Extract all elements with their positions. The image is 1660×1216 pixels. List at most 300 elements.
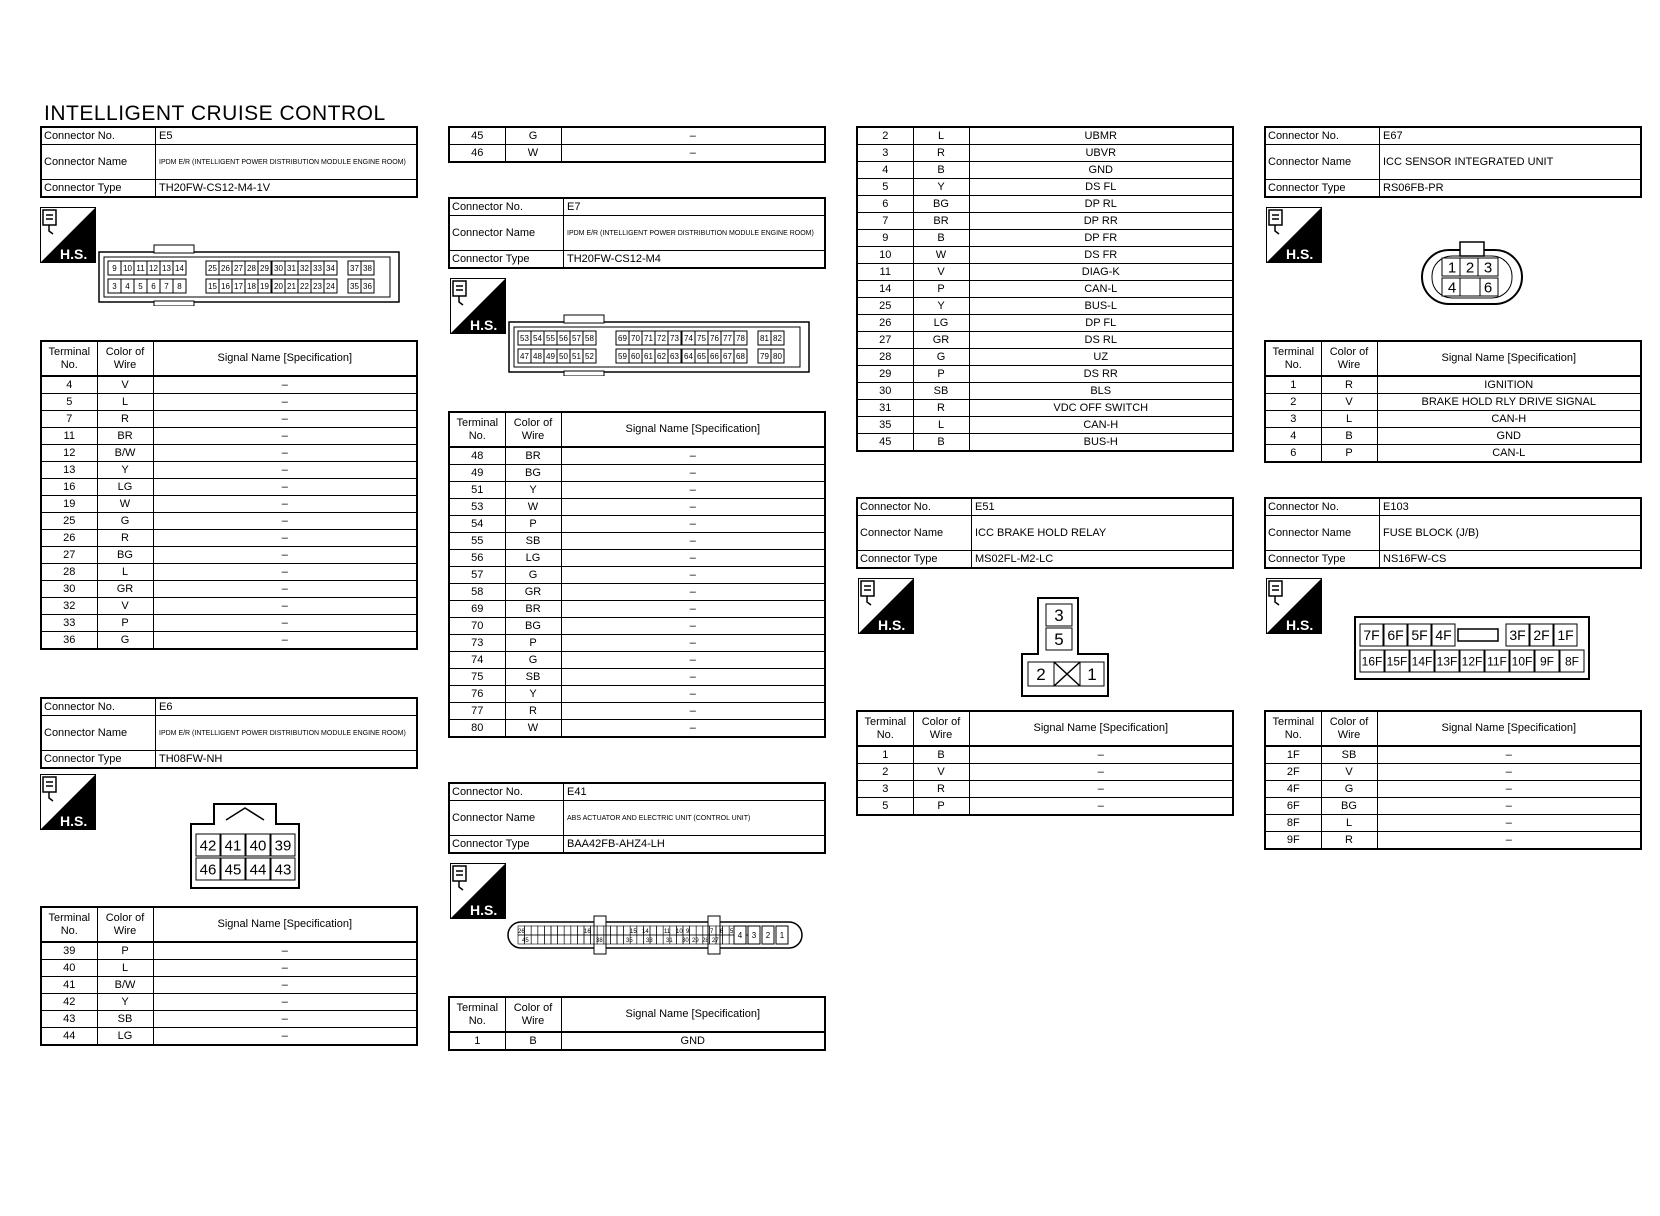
signal-cell: GND — [1377, 428, 1641, 445]
signal-cell: – — [969, 764, 1233, 781]
terminal-cell: 26 — [857, 315, 913, 332]
pin-label: 35 — [626, 938, 633, 944]
terminal-no-header: Terminal No. — [449, 997, 505, 1032]
wire-color-cell: GR — [505, 584, 561, 601]
pin-label: 14F — [1411, 654, 1433, 669]
connector-name-value: IPDM E/R (INTELLIGENT POWER DISTRIBUTION MODULE ENGINE ROOM) — [567, 229, 814, 237]
connector-info-e41 — [448, 782, 826, 854]
terminal-cell: 9 — [857, 230, 913, 247]
terminal-cell: 58 — [449, 584, 505, 601]
pin-label: 16 — [584, 929, 591, 935]
pin-label: 44 — [249, 861, 267, 879]
signal-cell: – — [153, 547, 417, 564]
wire-color-cell: SB — [97, 1011, 153, 1028]
signal-cell: CAN-H — [969, 417, 1233, 434]
terminal-cell: 4 — [1265, 428, 1321, 445]
signal-cell: – — [969, 781, 1233, 798]
connector-diagram-e5 — [98, 244, 400, 306]
wire-color-cell: R — [913, 145, 969, 162]
label-connector-no: Connector No. — [450, 199, 564, 215]
signal-cell: – — [1377, 746, 1641, 764]
pin-label: 78 — [736, 333, 745, 343]
pin-label: 16F — [1361, 654, 1383, 669]
wire-color-cell: P — [97, 942, 153, 960]
wire-color-cell: G — [1321, 781, 1377, 798]
wire-color-cell: V — [1321, 394, 1377, 411]
table-row — [41, 428, 417, 445]
terminal-cell: 7 — [41, 411, 97, 428]
pin-label: 10 — [676, 929, 683, 935]
signal-cell: CAN-L — [1377, 445, 1641, 463]
wire-color-cell: BR — [505, 601, 561, 618]
pin-label: 26 — [221, 263, 230, 273]
pin-label: 23 — [313, 281, 322, 291]
pin-label: 2 — [1036, 665, 1046, 685]
harness-side-icon — [40, 207, 96, 263]
table-row — [449, 686, 825, 703]
pin-label: 3 — [1483, 259, 1493, 277]
signal-cell: DP RL — [969, 196, 1233, 213]
terminal-cell: 10 — [857, 247, 913, 264]
wire-color-cell: SB — [505, 669, 561, 686]
connector-info-e6 — [40, 697, 418, 769]
label-connector-no: Connector No. — [1266, 128, 1380, 144]
connector-latch — [1460, 242, 1484, 256]
terminal-cell: 9F — [1265, 832, 1321, 850]
connector-diagram-e41 — [506, 914, 806, 956]
signal-cell: – — [969, 746, 1233, 764]
pin-label: 75 — [697, 333, 706, 343]
signal-cell: CAN-H — [1377, 411, 1641, 428]
signal-cell: – — [153, 479, 417, 496]
terminal-cell: 2F — [1265, 764, 1321, 781]
wire-color-cell: V — [1321, 764, 1377, 781]
table-row — [449, 499, 825, 516]
pin-label: 12 — [149, 263, 158, 273]
wire-color-cell: G — [505, 567, 561, 584]
table-row — [857, 298, 1233, 315]
wire-color-cell: Y — [97, 994, 153, 1011]
signal-cell: – — [153, 428, 417, 445]
pin-label: 10F — [1511, 654, 1533, 669]
terminal-table-e7 — [448, 411, 826, 738]
pin-label: 66 — [710, 351, 719, 361]
wire-color-cell: B — [913, 162, 969, 179]
pin-label: 1 — [779, 931, 785, 940]
pin-label: 47 — [520, 351, 529, 361]
wire-color-cell: Y — [913, 298, 969, 315]
table-row — [857, 264, 1233, 281]
harness-side-icon — [1266, 207, 1322, 263]
terminal-cell: 33 — [41, 615, 97, 632]
signal-cell: – — [153, 445, 417, 462]
connector-diagram-e67 — [1420, 240, 1526, 314]
pin-label: 65 — [697, 351, 706, 361]
terminal-table-e6 — [40, 906, 418, 1046]
harness-side-icon — [40, 774, 96, 830]
signal-cell: GND — [561, 1032, 825, 1050]
table-row — [41, 479, 417, 496]
pin-label: 40 — [249, 837, 267, 855]
wire-color-cell: R — [505, 703, 561, 720]
signal-header: Signal Name [Specification] — [153, 907, 417, 942]
signal-cell: BUS-H — [969, 434, 1233, 452]
terminal-cell: 2 — [857, 764, 913, 781]
table-row — [449, 516, 825, 533]
terminal-cell: 5 — [857, 179, 913, 196]
connector-name-value: FUSE BLOCK (J/B) — [1383, 527, 1479, 539]
terminal-cell: 1 — [857, 746, 913, 764]
signal-cell: – — [561, 669, 825, 686]
pin-label: 33 — [313, 263, 322, 273]
pin-label: 9F — [1539, 654, 1555, 669]
wire-color-cell: L — [1321, 411, 1377, 428]
wire-color-cell: P — [97, 615, 153, 632]
label-connector-type: Connector Type — [450, 836, 564, 852]
table-row — [449, 145, 825, 163]
wire-color-cell: P — [505, 635, 561, 652]
hs-label: H.S. — [1286, 617, 1314, 633]
connector-diagram-e51 — [1018, 596, 1112, 698]
connector-body — [99, 252, 399, 302]
connector-diagram-e103 — [1354, 616, 1590, 680]
harness-side-icon — [450, 863, 506, 919]
label-connector-name: Connector Name — [450, 801, 564, 835]
pin-label: 16 — [221, 281, 230, 291]
terminal-cell: 3 — [857, 145, 913, 162]
table-row — [449, 618, 825, 635]
pin-label: 49 — [546, 351, 555, 361]
signal-cell: – — [561, 601, 825, 618]
wire-color-cell: P — [913, 366, 969, 383]
signal-cell: – — [561, 482, 825, 499]
signal-cell: – — [153, 1028, 417, 1046]
terminal-cell: 5 — [857, 798, 913, 816]
signal-cell: – — [1377, 781, 1641, 798]
terminal-cell: 74 — [449, 652, 505, 669]
signal-cell: – — [561, 447, 825, 465]
terminal-cell: 11 — [857, 264, 913, 281]
wire-color-cell: L — [913, 417, 969, 434]
table-row — [1265, 781, 1641, 798]
connector-body — [509, 322, 809, 372]
connector-no-value: E103 — [1383, 501, 1409, 513]
wire-color-cell: L — [97, 960, 153, 977]
terminal-cell: 56 — [449, 550, 505, 567]
signal-cell: DP RR — [969, 213, 1233, 230]
pin-label: 11F — [1487, 654, 1507, 669]
pin-label: 5F — [1411, 627, 1428, 644]
table-row — [1265, 815, 1641, 832]
pin-label: 3F — [1509, 627, 1526, 644]
table-row — [41, 598, 417, 615]
color-header: Color of Wire — [97, 341, 153, 376]
pin-label: 46 — [199, 861, 217, 879]
signal-cell: BLS — [969, 383, 1233, 400]
pin-label: 7 — [710, 929, 714, 935]
terminal-cell: 25 — [41, 513, 97, 530]
connector-name-value: ICC SENSOR INTEGRATED UNIT — [1383, 156, 1554, 168]
pin-label: 5 — [138, 281, 143, 291]
signal-cell: – — [561, 145, 825, 163]
pin-label: 6 — [720, 929, 724, 935]
table-row — [449, 550, 825, 567]
pin-label: 6F — [1387, 627, 1404, 644]
connector-type-value: TH20FW-CS12-M4-1V — [159, 182, 271, 194]
signal-cell: – — [561, 618, 825, 635]
signal-cell: – — [153, 632, 417, 650]
terminal-cell: 6F — [1265, 798, 1321, 815]
pin-label: 31 — [287, 263, 296, 273]
pin-label: 8F — [1564, 654, 1580, 669]
wire-color-cell: W — [913, 247, 969, 264]
terminal-cell: 27 — [41, 547, 97, 564]
table-row — [1265, 376, 1641, 394]
hs-label: H.S. — [1286, 246, 1314, 262]
signal-cell: – — [153, 376, 417, 394]
connector-latch — [564, 371, 604, 376]
signal-cell: BRAKE HOLD RLY DRIVE SIGNAL — [1377, 394, 1641, 411]
pin-label: 39 — [274, 837, 292, 855]
wire-color-cell: BG — [97, 547, 153, 564]
table-row — [857, 764, 1233, 781]
label-connector-name: Connector Name — [42, 716, 156, 750]
pin-label: 73 — [670, 333, 679, 343]
terminal-cell: 36 — [41, 632, 97, 650]
terminal-no-header: Terminal No. — [41, 907, 97, 942]
wire-color-cell: L — [913, 127, 969, 145]
wire-color-cell: B — [505, 1032, 561, 1050]
signal-cell: DS FL — [969, 179, 1233, 196]
terminal-cell: 45 — [857, 434, 913, 452]
terminal-cell: 40 — [41, 960, 97, 977]
terminal-cell: 8F — [1265, 815, 1321, 832]
connector-type-value: TH08FW-NH — [159, 753, 223, 765]
terminal-cell: 1 — [1265, 376, 1321, 394]
table-row — [449, 533, 825, 550]
label-connector-no: Connector No. — [450, 784, 564, 800]
pin-label: 15F — [1386, 654, 1408, 669]
pin-label: 15 — [630, 929, 637, 935]
terminal-table-e41-continued — [856, 126, 1234, 452]
terminal-cell: 28 — [857, 349, 913, 366]
table-row — [449, 465, 825, 482]
signal-cell: – — [153, 564, 417, 581]
wire-color-cell: G — [97, 632, 153, 650]
table-row — [857, 366, 1233, 383]
connector-no-value: E41 — [567, 786, 587, 798]
signal-cell: – — [561, 127, 825, 145]
pin-label: 64 — [684, 351, 693, 361]
harness-side-icon — [1266, 578, 1322, 634]
pin-label: 4F — [1435, 627, 1452, 644]
signal-cell: – — [561, 465, 825, 482]
table-row — [449, 601, 825, 618]
terminal-cell: 2 — [1265, 394, 1321, 411]
signal-cell: GND — [969, 162, 1233, 179]
wire-color-cell: R — [1321, 832, 1377, 850]
pin-label: 67 — [723, 351, 732, 361]
pin-label: 27 — [234, 263, 243, 273]
table-row — [857, 247, 1233, 264]
pin-label: 35 — [350, 281, 359, 291]
signal-cell: UBMR — [969, 127, 1233, 145]
table-row — [857, 196, 1233, 213]
label-connector-name: Connector Name — [1266, 145, 1380, 179]
table-row — [41, 615, 417, 632]
signal-cell: – — [153, 394, 417, 411]
connector-no-value: E67 — [1383, 130, 1403, 142]
terminal-cell: 11 — [41, 428, 97, 445]
terminal-no-header: Terminal No. — [1265, 341, 1321, 376]
connector-latch — [154, 245, 194, 253]
terminal-cell: 28 — [41, 564, 97, 581]
wire-color-cell: V — [97, 598, 153, 615]
terminal-cell: 70 — [449, 618, 505, 635]
pin-label: 45 — [522, 938, 529, 944]
wire-color-cell: P — [913, 281, 969, 298]
pin-label: 13F — [1436, 654, 1458, 669]
terminal-cell: 35 — [857, 417, 913, 434]
wire-color-cell: L — [97, 564, 153, 581]
pin-label: 20 — [274, 281, 283, 291]
wire-color-cell: G — [913, 349, 969, 366]
wire-color-cell: BR — [505, 447, 561, 465]
table-row — [41, 530, 417, 547]
pin-label: 4 — [737, 931, 743, 940]
signal-cell: DS FR — [969, 247, 1233, 264]
connector-no-value: E7 — [567, 201, 581, 213]
table-row — [857, 746, 1233, 764]
table-row — [857, 434, 1233, 452]
wire-color-cell: R — [913, 400, 969, 417]
pin-label: 17 — [234, 281, 243, 291]
table-row — [41, 977, 417, 994]
terminal-cell: 48 — [449, 447, 505, 465]
wire-color-cell: B — [913, 746, 969, 764]
signal-header: Signal Name [Specification] — [153, 341, 417, 376]
pin-label: 18 — [247, 281, 256, 291]
pin-label: 19 — [260, 281, 269, 291]
terminal-cell: 30 — [41, 581, 97, 598]
wire-color-cell: P — [505, 516, 561, 533]
label-connector-name: Connector Name — [450, 216, 564, 250]
pin-label: 4 — [1447, 279, 1457, 297]
signal-cell: – — [1377, 832, 1641, 850]
table-row — [449, 652, 825, 669]
wire-color-cell: LG — [505, 550, 561, 567]
signal-cell: – — [1377, 815, 1641, 832]
wire-color-cell: BG — [913, 196, 969, 213]
pin-label: 7 — [164, 281, 169, 291]
wire-color-cell: G — [505, 127, 561, 145]
pin-label: 43 — [274, 861, 292, 879]
label-connector-no: Connector No. — [858, 499, 972, 515]
terminal-no-header: Terminal No. — [449, 412, 505, 447]
label-connector-no: Connector No. — [42, 699, 156, 715]
pin-label: 41 — [224, 837, 242, 855]
pin-label: 24 — [326, 281, 335, 291]
terminal-cell: 53 — [449, 499, 505, 516]
connector-no-value: E6 — [159, 701, 173, 713]
table-row — [857, 179, 1233, 196]
pin-label: 48 — [533, 351, 542, 361]
terminal-cell: 6 — [857, 196, 913, 213]
pin-label: 60 — [631, 351, 640, 361]
pin-label: 51 — [572, 351, 581, 361]
color-header: Color of Wire — [97, 907, 153, 942]
terminal-table-e41 — [448, 996, 826, 1051]
signal-cell: – — [153, 598, 417, 615]
terminal-no-header: Terminal No. — [41, 341, 97, 376]
wire-color-cell: BR — [97, 428, 153, 445]
hs-label: H.S. — [878, 617, 906, 633]
terminal-cell: 3 — [1265, 411, 1321, 428]
pin-label: 1 — [1087, 665, 1097, 685]
pin-label: 28 — [702, 938, 709, 944]
pin-label: 2 — [1465, 259, 1475, 277]
table-row — [857, 781, 1233, 798]
pin-label: 3 — [1054, 606, 1064, 626]
table-row — [41, 960, 417, 977]
table-row — [41, 411, 417, 428]
table-row — [41, 513, 417, 530]
terminal-table-e103 — [1264, 710, 1642, 850]
pin-label: 50 — [559, 351, 568, 361]
signal-cell: – — [561, 703, 825, 720]
label-connector-no: Connector No. — [1266, 499, 1380, 515]
signal-cell: – — [1377, 798, 1641, 815]
signal-cell: DP FL — [969, 315, 1233, 332]
terminal-cell: 49 — [449, 465, 505, 482]
signal-cell: – — [561, 635, 825, 652]
wire-color-cell: V — [913, 764, 969, 781]
terminal-cell: 25 — [857, 298, 913, 315]
pin-label: 5 — [730, 929, 734, 935]
table-row — [449, 635, 825, 652]
label-connector-type: Connector Type — [858, 551, 972, 567]
wire-color-cell: L — [97, 394, 153, 411]
connector-diagram-e7 — [508, 314, 810, 376]
color-header: Color of Wire — [1321, 341, 1377, 376]
signal-cell: DS RR — [969, 366, 1233, 383]
connector-info-e103 — [1264, 497, 1642, 569]
signal-header: Signal Name [Specification] — [1377, 341, 1641, 376]
wire-color-cell: LG — [97, 1028, 153, 1046]
label-connector-type: Connector Type — [450, 251, 564, 267]
wire-color-cell: G — [505, 652, 561, 669]
terminal-table-e5 — [40, 340, 418, 650]
terminal-cell: 39 — [41, 942, 97, 960]
connector-no-value: E51 — [975, 501, 995, 513]
pin-label: 1 — [1447, 259, 1457, 277]
pin-label: 53 — [520, 333, 529, 343]
signal-cell: – — [561, 516, 825, 533]
hs-label: H.S. — [470, 902, 498, 918]
harness-side-icon — [858, 578, 914, 634]
pin-label: 70 — [631, 333, 640, 343]
signal-cell: DS RL — [969, 332, 1233, 349]
pin-label: 10 — [123, 263, 132, 273]
connector-latch — [154, 301, 194, 306]
terminal-cell: 1F — [1265, 746, 1321, 764]
table-row — [857, 145, 1233, 162]
pin-label: 82 — [773, 333, 782, 343]
signal-cell: CAN-L — [969, 281, 1233, 298]
wire-color-cell: B/W — [97, 445, 153, 462]
label-connector-name: Connector Name — [858, 516, 972, 550]
signal-cell: – — [153, 496, 417, 513]
